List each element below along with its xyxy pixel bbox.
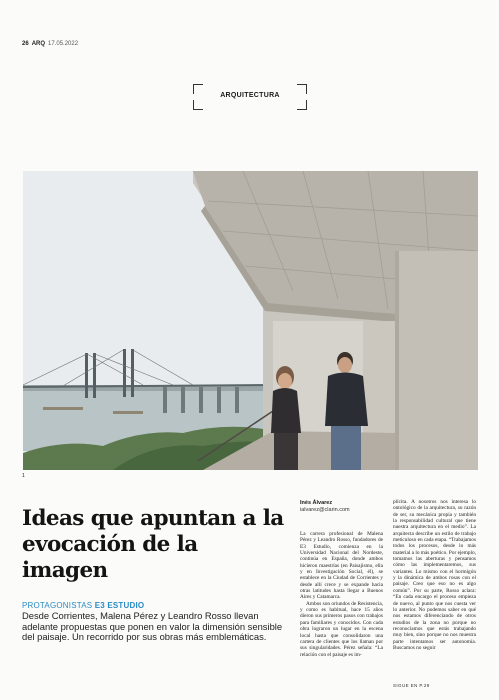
lead-photo: [23, 171, 478, 470]
byline-author: Inés Álvarez: [300, 500, 333, 506]
section-header: [193, 84, 307, 110]
kicker: [22, 601, 144, 610]
body-column-2: [393, 499, 476, 651]
body-paragraph: La carrera profesional de Malena Pérez y Leandro Rosso, fundadores de E3 Estudio, comienza en la Universidad Nacional del Nordeste, continúa en España, donde ambos hicieron maestrías (en Paisajismo, ella y en Investigación Social, él), se establece en la Ciudad de Corrientes y desde allí crece y se expande hacia otras latitudes hasta llegar a Buenos Aires y Catamarca.: [300, 531, 383, 601]
photo-caption-number: 1: [22, 473, 25, 479]
lead-photo-illustration: [23, 171, 478, 470]
frame-corner: [193, 100, 203, 110]
headline: Ideas que apuntan a la evocación de la imagen: [22, 506, 284, 583]
page-folio: [22, 41, 78, 47]
frame-corner: [297, 100, 307, 110]
section-label: ARQUITECTURA: [220, 92, 280, 99]
dek: Desde Corrientes, Malena Pérez y Leandro Rosso llevan adelante propuestas que ponen en valor la dimensión sensible del paisaje. Un recorrido por sus obras más emblemáticas.: [22, 610, 283, 643]
body-paragraph: plícita. A nosotros nos interesa lo ontológico de la arquitectura, su razón de ser, su mecánica propia y también la responsabilidad cultural que tiene nuestra arquitectura en el medio”. La arquitecta describe un estilo de trabajo meticuloso en cada etapa. “Trabajamos todos los procesos, desde lo más material a lo más poético. Por ejemplo, tomamos las aberturas y pensamos cómo las implementaremos, sus variantes. Lo mismo con el hormigón y la dinámica de ambos rosas con el paisaje. Creo que eso no es algo común”. Por su parte, Rosso aclara: “En cada encargo el proceso empieza de nuevo, al punto que nos cuesta ver lo anterior. No podemos saber en qué nos estamos diferenciando de otros estudios de la zona no porque no reconocíamos que estás trabajando muy bien, sino porque no nos muestra parte intentamos ser autonomía. Buscamos no seguir: [393, 499, 476, 651]
byline-email[interactable]: ialvarez@clarin.com: [300, 506, 350, 513]
body-paragraph: Ambos son oriundos de Resistencia, y como es habitual, hace 15 años dieron sus primeros pasos con trabajos para familiares y conocidos. Con cada obra lograron un lugar en la escena local hasta que consolidaron una cartera de clientes que los llaman por sus singularidades. Pérez señala: “La relación con el paisaje es im-: [300, 600, 383, 658]
byline: [300, 500, 350, 513]
continues-reference: SIGUE EN P.29: [393, 683, 430, 688]
section-name: ARQ: [31, 41, 46, 47]
kicker-label: PROTAGONISTAS: [22, 601, 93, 610]
body-column-1: [300, 531, 383, 658]
issue-date: 17.05.2022: [48, 41, 79, 47]
page-number: 26: [22, 41, 29, 47]
kicker-name: E3 ESTUDIO: [94, 601, 145, 610]
